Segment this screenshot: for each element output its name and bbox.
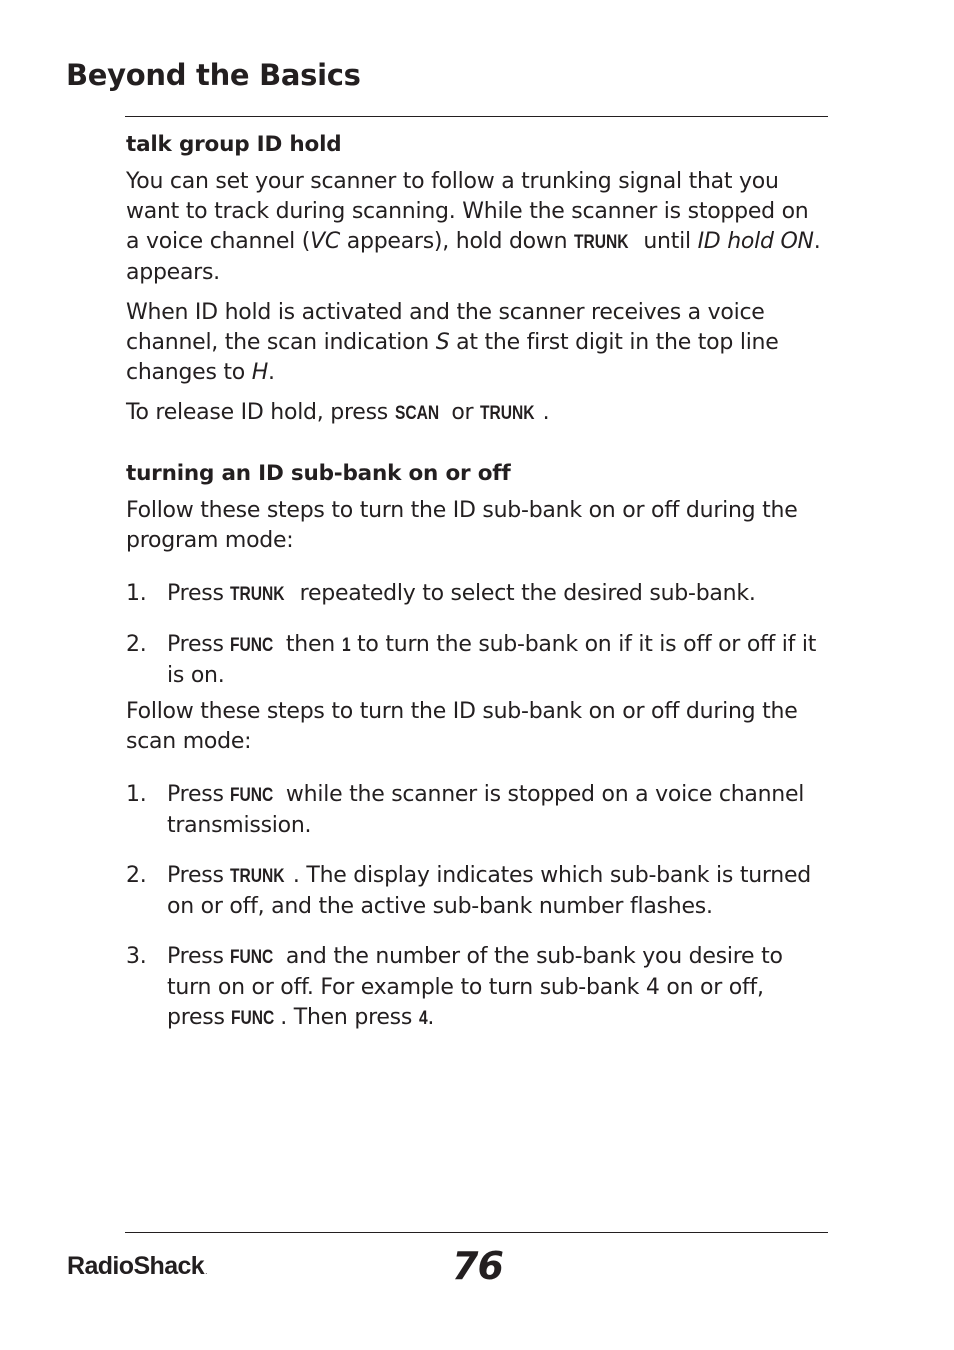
text: appears), hold down bbox=[340, 229, 575, 254]
id-hold-indicator: ID hold ON bbox=[697, 229, 814, 254]
key-trunk: TRUNK bbox=[230, 866, 285, 887]
key-func: FUNC bbox=[230, 947, 274, 968]
program-mode-steps bbox=[126, 579, 828, 691]
brand-name: RadioShack bbox=[67, 1252, 205, 1280]
step-number: 1. bbox=[126, 782, 147, 807]
intro-scan-mode: Follow these steps to turn the ID sub-bank on or off during the scan mode: bbox=[126, 699, 798, 754]
hold-indicator-h: H bbox=[251, 360, 269, 385]
text: Press bbox=[167, 581, 231, 606]
chapter-title: Beyond the Basics bbox=[66, 58, 361, 92]
text: and the number of the sub-bank you desire to turn on or off. For example to turn sub-bank 4 on or off, press bbox=[167, 944, 783, 1030]
key-trunk: TRUNK bbox=[480, 403, 535, 424]
page-number: 76 bbox=[452, 1244, 503, 1288]
section-heading: turning an ID sub-bank on or off bbox=[126, 461, 511, 486]
brand-mark: . bbox=[205, 1267, 207, 1276]
text: Press bbox=[167, 632, 231, 657]
key-scan: SCAN bbox=[394, 403, 439, 424]
step-number: 3. bbox=[126, 944, 147, 969]
key-func: FUNC bbox=[231, 1008, 275, 1029]
key-trunk: TRUNK bbox=[574, 232, 629, 253]
text: or bbox=[444, 400, 481, 425]
scan-mode-steps bbox=[126, 780, 828, 1034]
text: . The display indicates which sub-bank is turned on or off, and the active sub-bank number flashes. bbox=[167, 863, 811, 919]
text: When ID hold is activated and the scanner receives a voice channel, the scan indication bbox=[126, 300, 765, 355]
text: while the scanner is stopped on a voice channel transmission. bbox=[167, 782, 805, 838]
text: Press bbox=[167, 782, 231, 807]
step-number: 2. bbox=[126, 632, 147, 657]
text: at the first digit in the top line changes to bbox=[126, 330, 779, 385]
key-4: 4 bbox=[418, 1008, 428, 1029]
text: then bbox=[279, 632, 342, 657]
footer-rule bbox=[125, 1232, 828, 1233]
text: . appears. bbox=[126, 229, 821, 285]
list-item bbox=[126, 579, 828, 610]
section-id-sub-bank bbox=[126, 459, 828, 1034]
intro-program-mode: Follow these steps to turn the ID sub-bank on or off during the program mode: bbox=[126, 498, 798, 553]
text: repeatedly to select the desired sub-bank. bbox=[292, 581, 756, 606]
paragraph bbox=[126, 298, 828, 388]
vc-indicator: VC bbox=[310, 229, 340, 254]
text: . bbox=[268, 360, 275, 385]
key-1: 1 bbox=[341, 635, 351, 656]
key-func: FUNC bbox=[230, 635, 274, 656]
scan-indicator-s: S bbox=[435, 330, 450, 355]
text: . Then press bbox=[280, 1005, 419, 1030]
text: Press bbox=[167, 944, 231, 969]
text: . bbox=[427, 1005, 435, 1030]
paragraph bbox=[126, 398, 828, 429]
section-heading: talk group ID hold bbox=[126, 132, 342, 157]
list-item bbox=[126, 630, 828, 691]
text: until bbox=[636, 229, 698, 254]
header-rule bbox=[125, 116, 828, 117]
step-number: 2. bbox=[126, 863, 147, 888]
section-talk-group-id-hold bbox=[126, 130, 828, 429]
step-number: 1. bbox=[126, 581, 147, 606]
key-func: FUNC bbox=[230, 785, 274, 806]
text: You can set your scanner to follow a trunking signal that you want to track during scanning. While the scanner is stopped on a voice channel ( bbox=[126, 169, 809, 254]
key-trunk: TRUNK bbox=[230, 584, 285, 605]
list-item bbox=[126, 861, 828, 922]
text: To release ID hold, press bbox=[126, 400, 395, 425]
text: Press bbox=[167, 863, 231, 888]
list-item bbox=[126, 942, 828, 1034]
list-item bbox=[126, 780, 828, 841]
text: . bbox=[542, 400, 550, 425]
text: to turn the sub-bank on if it is off or off if it is on. bbox=[167, 632, 817, 688]
radioshack-logo bbox=[67, 1252, 207, 1281]
paragraph bbox=[126, 167, 828, 288]
